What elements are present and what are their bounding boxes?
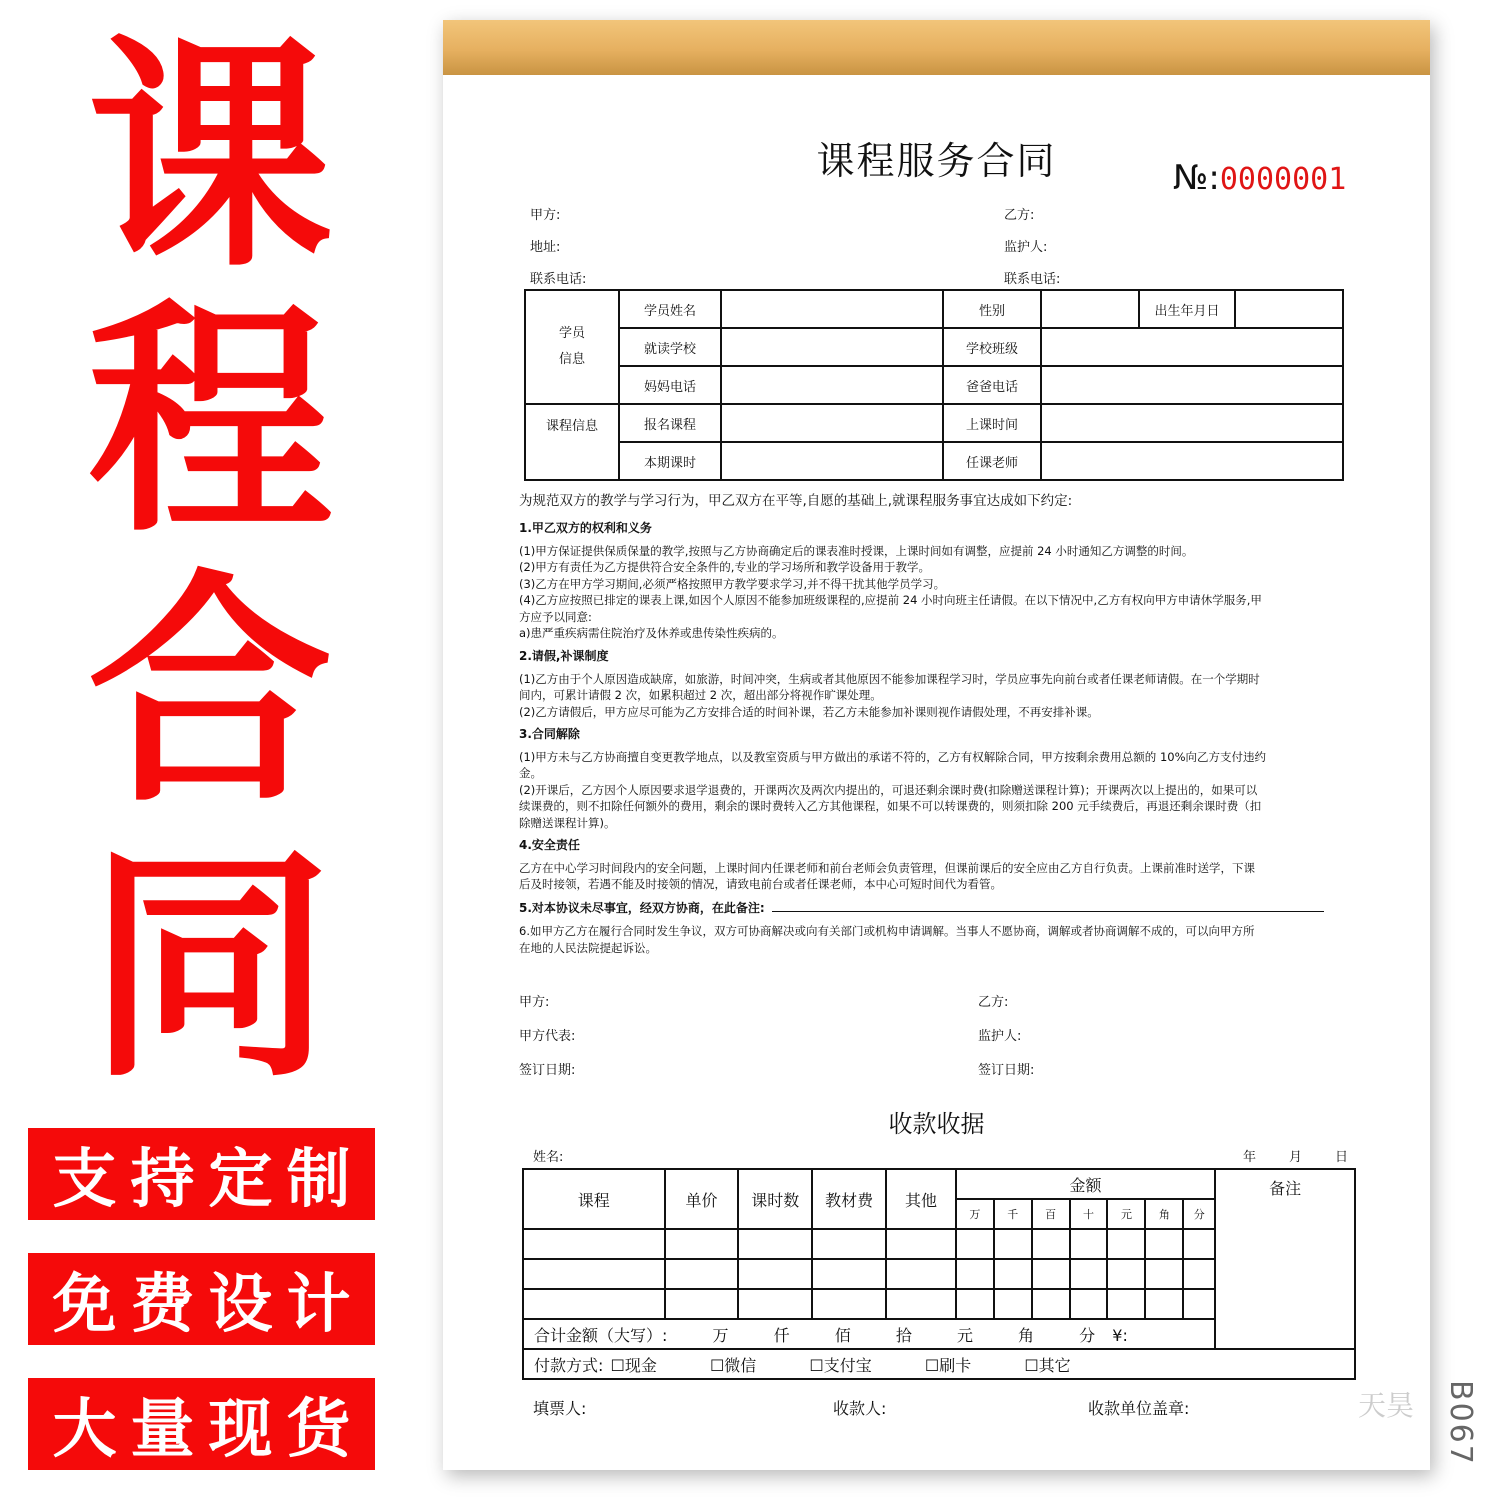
amount-unit: 分 xyxy=(1183,1199,1215,1229)
cell-value xyxy=(1041,442,1343,480)
footer-issuer: 填票人: xyxy=(533,1399,587,1418)
clause-line: (1)乙方由于个人原因造成缺席，如旅游，时间冲突，生病或者其他原因不能参加课程学习时，学员应事先向前台或者任课老师请假。在一个学期时 xyxy=(519,671,1260,686)
receipt-name-label: 姓名: xyxy=(533,1150,564,1165)
total-unit: 仟 xyxy=(773,1325,790,1345)
cell-label: 爸爸电话 xyxy=(943,366,1041,404)
big-char-4: 同 xyxy=(87,825,333,1110)
cell-value xyxy=(721,290,943,328)
cell-label: 本期课时 xyxy=(619,442,721,480)
cell-value xyxy=(1041,290,1139,328)
cell-label: 出生年月日 xyxy=(1139,290,1235,328)
cell-label: 任课老师 xyxy=(943,442,1041,480)
amount-unit: 百 xyxy=(1032,1199,1070,1229)
big-char-1: 课 xyxy=(87,15,333,300)
cell-value xyxy=(721,442,943,480)
total-unit: 拾 xyxy=(895,1325,912,1345)
pad-binding xyxy=(443,20,1430,75)
clause-line: 6.如甲方乙方在履行合同时发生争议，双方可协商解决或向有关部门或机构申请调解。当事人不愿协商，调解或者协商调解不成的，可以向甲方所 xyxy=(519,924,1255,938)
footer-stamp: 收款单位盖章: xyxy=(1088,1399,1190,1418)
cell-label: 学员姓名 xyxy=(619,290,721,328)
serial-prefix: №: xyxy=(1173,158,1220,198)
clause-line: 乙方在中心学习时间段内的安全问题，上课时间内任课老师和前台老师会负责管理，但课前课后的安全应由乙方自行负责。上课前准时送学，下课 xyxy=(519,860,1255,875)
receipt-header-material: 教材费 xyxy=(812,1169,886,1229)
receipt-header-amount: 金额 xyxy=(956,1169,1215,1199)
amount-unit: 元 xyxy=(1107,1199,1145,1229)
payment-option-alipay[interactable]: ☐支付宝 xyxy=(809,1355,872,1375)
receipt-header-hours: 课时数 xyxy=(738,1169,812,1229)
clause-line: (1)甲方保证提供保质保量的教学,按照与乙方协商确定后的课表准时授课，上课时间如有调整，应提前 24 小时通知乙方调整的时间。 xyxy=(519,543,1194,558)
cell-value xyxy=(721,328,943,366)
big-char-3: 合 xyxy=(87,550,333,835)
party-a-phone-label: 联系电话: xyxy=(530,272,587,287)
sign-party-b-date: 签订日期: xyxy=(978,1063,1035,1078)
payment-option-card[interactable]: ☐刷卡 xyxy=(924,1355,972,1375)
total-unit: ¥: xyxy=(1112,1325,1128,1345)
footer-receiver: 收款人: xyxy=(833,1399,887,1418)
student-info-table xyxy=(524,289,1344,481)
clause-4-title: 4.安全责任 xyxy=(519,838,580,852)
payment-option-cash[interactable]: ☐现金 xyxy=(610,1355,657,1375)
sign-party-b: 乙方: xyxy=(978,995,1009,1010)
clause-3 xyxy=(519,726,1349,831)
contract-sheet xyxy=(443,20,1430,1470)
party-b-label: 乙方: xyxy=(1004,208,1035,223)
clause-line: (2)乙方请假后，甲方应尽可能为乙方安排合适的时间补课，若乙方未能参加补课则视作请假处理，不再安排补课。 xyxy=(519,704,1099,719)
remark-line xyxy=(772,901,1324,912)
cell-value xyxy=(721,404,943,442)
total-label: 合计金额（大写）: xyxy=(534,1325,668,1345)
sign-guardian: 监护人: xyxy=(978,1029,1022,1044)
clause-line: 续课费的，则不扣除任何额外的费用，剩余的课时费转入乙方其他课程，如果不可以转课费的，则须扣除 200 元手续费后，再退还剩余课时费（扣 xyxy=(519,799,1262,813)
banner-in-stock: 大量现货 xyxy=(28,1378,375,1470)
amount-unit: 万 xyxy=(956,1199,994,1229)
cell-label: 报名课程 xyxy=(619,404,721,442)
clause-line: (2)开课后，乙方因个人原因要求退学退费的，开课两次及两次内提出的，可退还剩余课时费(扣除赠送课程计算)；开课两次以上提出的，如果可以 xyxy=(519,782,1258,797)
cell-label: 就读学校 xyxy=(619,328,721,366)
receipt-title: 收款收据 xyxy=(888,1110,985,1138)
payment-label: 付款方式: xyxy=(534,1355,604,1375)
contract-intro: 为规范双方的教学与学习行为，甲乙双方在平等,自愿的基础上,就课程服务事宜达成如下约定: xyxy=(519,493,1073,509)
clause-5 xyxy=(519,900,1349,917)
watermark: 天昊 xyxy=(1358,1389,1415,1422)
sign-party-a-date: 签订日期: xyxy=(519,1063,576,1078)
total-unit: 佰 xyxy=(834,1325,851,1345)
clause-1-title: 1.甲乙双方的权利和义务 xyxy=(519,521,652,535)
amount-unit: 十 xyxy=(1070,1199,1108,1229)
address-label: 地址: xyxy=(530,240,561,255)
total-unit: 万 xyxy=(712,1325,729,1345)
total-unit: 分 xyxy=(1079,1325,1096,1345)
clause-line: 在地的人民法院提起诉讼。 xyxy=(519,940,657,955)
sign-party-a-rep: 甲方代表: xyxy=(519,1029,576,1044)
clause-3-title: 3.合同解除 xyxy=(519,727,580,741)
cell-value xyxy=(1235,290,1343,328)
cell-label: 妈妈电话 xyxy=(619,366,721,404)
receipt-header-remark: 备注 xyxy=(1215,1169,1355,1349)
product-code: B067 xyxy=(1443,1380,1478,1466)
clause-line: (2)甲方有责任为乙方提供符合安全条件的,专业的学习场所和教学设备用于教学。 xyxy=(519,560,930,574)
sign-party-a: 甲方: xyxy=(519,995,550,1010)
cell-label: 学校班级 xyxy=(943,328,1041,366)
clause-line: 金。 xyxy=(519,766,542,780)
cell-value xyxy=(1041,404,1343,442)
clause-line: 除赠送课程计算)。 xyxy=(519,815,616,830)
clause-1 xyxy=(519,520,1349,642)
clause-6 xyxy=(519,923,1349,956)
payment-option-other[interactable]: ☐其它 xyxy=(1024,1355,1071,1375)
receipt-total-row xyxy=(523,1319,1215,1349)
receipt-year-label: 年 xyxy=(1243,1150,1257,1165)
cell-label: 性别 xyxy=(943,290,1041,328)
clause-line: 方应予以同意: xyxy=(519,609,592,624)
clause-4 xyxy=(519,837,1349,893)
receipt-day-label: 日 xyxy=(1335,1150,1349,1165)
clause-5-text: 5.对本协议未尽事宜，经双方协商，在此备注: xyxy=(519,901,765,915)
clause-line: a)患严重疾病需住院治疗及休养或患传染性疾病的。 xyxy=(519,626,784,640)
amount-unit: 角 xyxy=(1145,1199,1183,1229)
clause-line: 间内，可累计请假 2 次，如累积超过 2 次，超出部分将视作旷课处理。 xyxy=(519,688,882,702)
big-char-2: 程 xyxy=(87,280,333,565)
clause-line: (3)乙方在甲方学习期间,必须严格按照甲方教学要求学习,并不得干扰其他学员学习。 xyxy=(519,576,946,591)
clause-line: (1)甲方未与乙方协商擅自变更教学地点，以及教室资质与甲方做出的承诺不符的，乙方有权解除合同，甲方按剩余费用总额的 10%向乙方支付违约 xyxy=(519,749,1266,764)
banner-custom: 支持定制 xyxy=(28,1128,375,1220)
contract-title: 课程服务合同 xyxy=(816,139,1057,183)
receipt-table xyxy=(522,1168,1356,1380)
cell-value xyxy=(721,366,943,404)
serial-number xyxy=(1173,158,1346,198)
total-unit: 角 xyxy=(1018,1325,1035,1345)
payment-option-wechat[interactable]: ☐微信 xyxy=(709,1355,757,1375)
course-group-label: 课程信息 xyxy=(525,404,619,480)
guardian-label: 监护人: xyxy=(1004,240,1048,255)
student-group-label: 学员 信息 xyxy=(525,290,619,404)
total-unit: 元 xyxy=(956,1325,973,1345)
party-a-label: 甲方: xyxy=(530,208,561,223)
receipt-header-course: 课程 xyxy=(523,1169,665,1229)
clause-line: 后及时接领，若遇不能及时接领的情况，请致电前台或者任课老师，本中心可短时间代为看管。 xyxy=(519,877,1002,891)
clause-line: (4)乙方应按照已排定的课表上课,如因个人原因不能参加班级课程的,应提前 24 小时向班主任请假。在以下情况中,乙方有权向甲方申请休学服务,甲 xyxy=(519,593,1262,607)
party-b-phone-label: 联系电话: xyxy=(1004,272,1061,287)
clause-2 xyxy=(519,648,1349,720)
cell-label: 上课时间 xyxy=(943,404,1041,442)
amount-unit: 千 xyxy=(994,1199,1032,1229)
cell-value xyxy=(1041,328,1343,366)
clause-2-title: 2.请假,补课制度 xyxy=(519,649,609,663)
receipt-header-price: 单价 xyxy=(665,1169,739,1229)
receipt-month-label: 月 xyxy=(1289,1150,1303,1165)
receipt-header-other: 其他 xyxy=(886,1169,956,1229)
cell-value xyxy=(1041,366,1343,404)
serial-value: 0000001 xyxy=(1219,162,1347,197)
receipt-payment-row xyxy=(523,1349,1355,1379)
banner-free-design: 免费设计 xyxy=(28,1253,375,1345)
